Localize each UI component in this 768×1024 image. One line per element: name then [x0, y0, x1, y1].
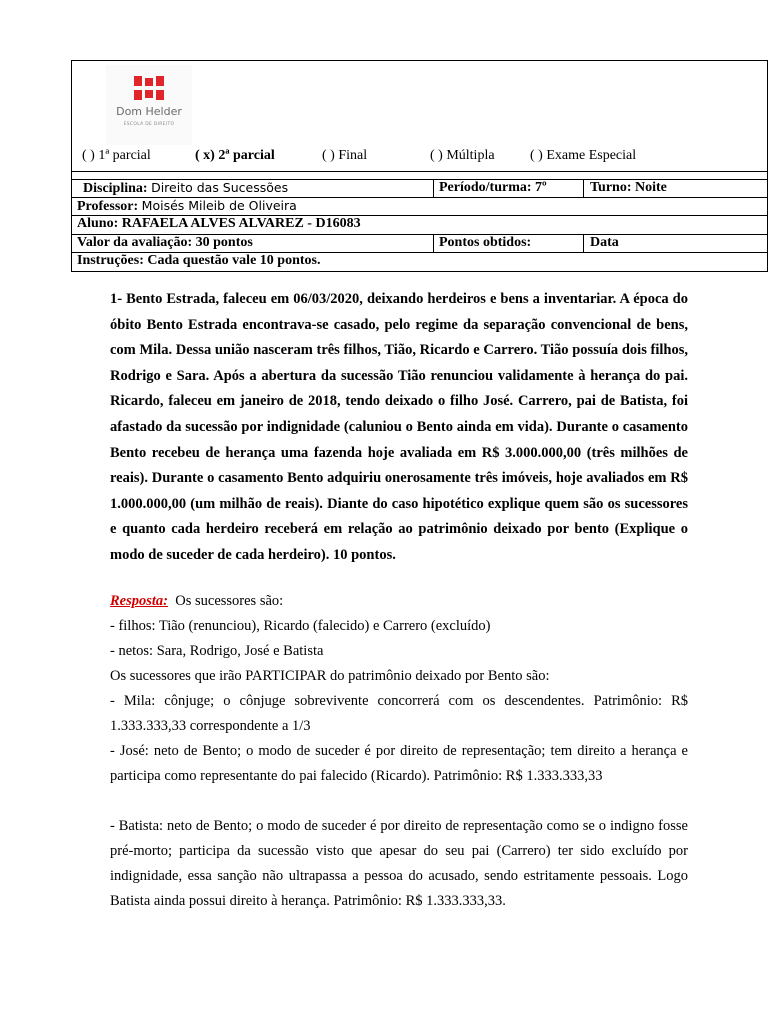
disciplina-cell [83, 180, 288, 197]
disciplina-label: Disciplina: [83, 181, 148, 196]
instrucoes-cell: Instruções: Cada questão vale 10 pontos. [77, 253, 321, 268]
answer-filhos: - filhos: Tião (renunciou), Ricardo (falecido) e Carrero (excluído) [110, 618, 491, 634]
logo-subtitle: ESCOLA DE DIREITO [123, 122, 175, 127]
answer-batista: - Batista: neto de Bento; o modo de suceder é por direito de representação como se o indigno fosse pré-morto; participa da sucessão visto que apesar do seu pai (Carrero) ter sido excluído por indignidade, essa sanção não ultrapassa a pessoa do acusado, sendo estritamente pessoais. Logo Batista ainda possui direito à herança. Patrimônio: R$ 1.333.333,33. [110, 818, 688, 909]
option-exame-especial: ( ) Exame Especial [530, 148, 637, 163]
professor-value: Moisés Mileib de Oliveira [141, 198, 297, 213]
answer-netos: - netos: Sara, Rodrigo, José e Batista [110, 643, 324, 659]
professor-cell [77, 198, 297, 215]
periodo-label: Período/turma: [439, 180, 532, 195]
turno-cell [590, 180, 667, 196]
answer-intro-line [110, 589, 688, 614]
valor-cell: Valor da avaliação: 30 pontos [77, 235, 253, 250]
periodo-cell [439, 180, 547, 196]
professor-label: Professor: [77, 199, 139, 214]
answer-intro: Os sucessores são: [175, 593, 284, 609]
option-final: ( ) Final [322, 148, 368, 163]
pontos-obtidos-cell: Pontos obtidos: [439, 235, 532, 250]
logo [106, 65, 192, 145]
data-cell: Data [590, 235, 619, 250]
answer-mila: - Mila: cônjuge; o cônjuge sobrevivente concorrerá com os descendentes. Patrimônio: R$ 1.333.333,33 correspondente a 1/3 [110, 693, 688, 734]
answer-participar: Os sucessores que irão PARTICIPAR do patrimônio deixado por Bento são: [110, 668, 550, 684]
aluno-cell: Aluno: RAFAELA ALVES ALVAREZ - D16083 [77, 216, 361, 231]
answer-jose: - José: neto de Bento; o modo de suceder é por direito de representação; tem direito a herança e participa como representante do pai falecido (Ricardo). Patrimônio: R$ 1.333.333,33 [110, 743, 688, 784]
answer-label: Resposta: [110, 593, 168, 609]
option-multipla: ( ) Múltipla [430, 148, 495, 163]
periodo-value: 7º [535, 180, 547, 195]
option-2a-parcial: ( x) 2ª parcial [195, 148, 275, 163]
logo-name: Dom Helder [116, 105, 182, 118]
turno-value: Noite [635, 180, 667, 195]
logo-mark-icon [134, 76, 164, 100]
turno-label: Turno: [590, 180, 632, 195]
disciplina-value: Direito das Sucessões [151, 180, 289, 195]
question-text: 1- Bento Estrada, faleceu em 06/03/2020, deixando herdeiros e bens a inventariar. A época do óbito Bento Estrada encontrava-se casado, pelo regime da separação convencional de bens, com Mila. Dessa união nasceram três filhos, Tião, Ricardo e Carrero. Tião possuía dois filhos, Rodrigo e Sara. Após a abertura da sucessão Tião renunciou validamente à herança do pai. Ricardo, faleceu em janeiro de 2018, tendo deixado o filho José. Carrero, pai de Batista, foi afastado da sucessão por indignidade (caluniou o Bento ainda em vida). Durante o casamento Bento recebeu de herança uma fazenda hoje avaliada em R$ 3.000.000,00 (três milhões de reais). Durante o casamento Bento adquiriu onerosamente três imóveis, hoje avaliados em R$ 1.000.000,00 (um milhão de reais). Diante do caso hipotético explique quem são os sucessores e quanto cada herdeiro receberá em relação ao patrimônio deixado por bento (Explique o modo de suceder de cada herdeiro). 10 pontos. [110, 291, 688, 563]
option-1a-parcial: ( ) 1ª parcial [82, 148, 151, 163]
